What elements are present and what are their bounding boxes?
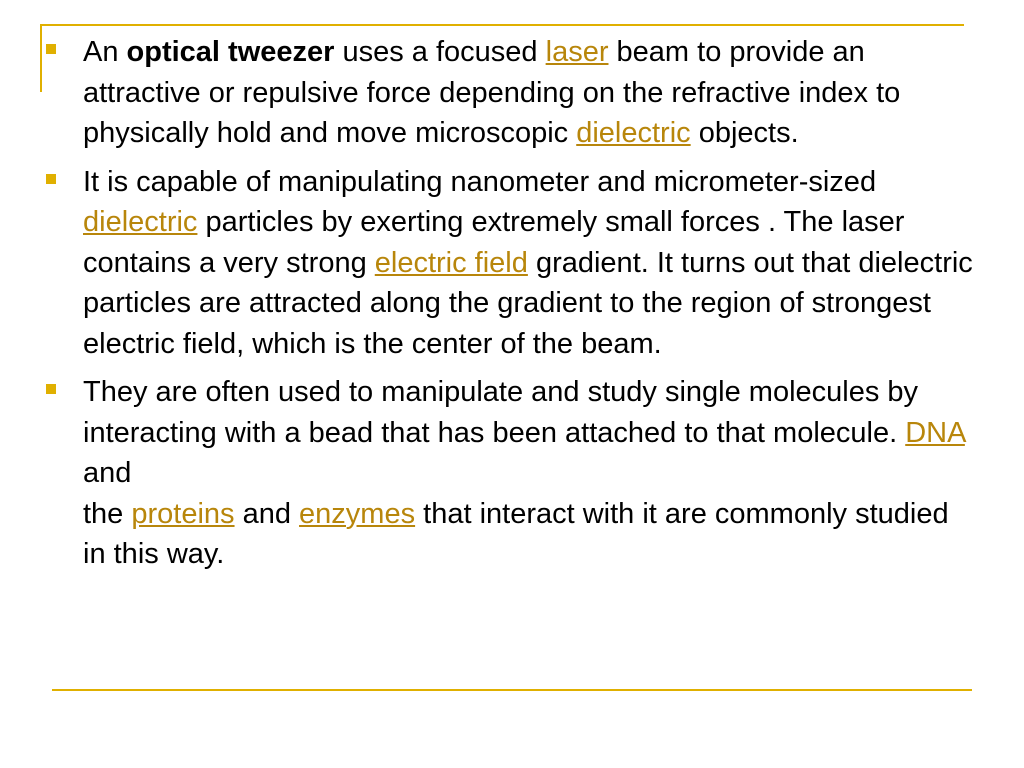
bold-term-optical-tweezer: optical tweezer xyxy=(126,36,335,68)
bullet-text: that interact with it are commonly studied in this way. xyxy=(83,497,949,570)
bullet-text: beam to provide an attractive or repulsive force depending on the refractive index to physically hold and move microscopic xyxy=(83,36,901,149)
link-dielectric[interactable]: dielectric xyxy=(576,117,691,149)
bullet-item-single-molecules xyxy=(46,372,976,575)
bullet-text: the xyxy=(83,497,132,530)
square-bullet-icon xyxy=(46,384,56,394)
link-dielectric[interactable]: dielectric xyxy=(83,206,198,238)
bullet-text: It is capable of manipulating nanometer and micrometer-sized xyxy=(83,165,877,198)
top-rule-line xyxy=(40,24,964,26)
left-rule-line xyxy=(40,24,42,92)
link-laser[interactable]: laser xyxy=(545,36,609,68)
link-electric-field[interactable]: electric field xyxy=(374,246,528,279)
bullet-text: An xyxy=(83,36,127,68)
bullet-text: objects. xyxy=(690,117,799,149)
bullet-item-manipulation xyxy=(46,162,976,365)
bullet-text: They are often used to manipulate and study single molecules by interacting with a bead that has been attached to that molecule. xyxy=(83,376,919,449)
bullet-text: and xyxy=(234,497,300,530)
bullet-list xyxy=(46,32,976,583)
bullet-text: uses a focused xyxy=(334,36,546,68)
square-bullet-icon xyxy=(46,44,56,54)
bullet-text: particles by exerting extremely small forces . The laser contains a very strong xyxy=(83,206,905,279)
link-dna[interactable]: DNA xyxy=(905,416,965,449)
bottom-rule-line xyxy=(52,689,972,691)
link-enzymes[interactable]: enzymes xyxy=(299,497,416,530)
square-bullet-icon xyxy=(46,174,56,184)
link-proteins[interactable]: proteins xyxy=(131,497,235,530)
bullet-text: gradient. It turns out that dielectric particles are attracted along the gradient to the region of strongest electric field, which is the center of the beam. xyxy=(83,246,973,360)
bullet-item-optical-tweezer xyxy=(46,32,976,154)
bullet-text: and xyxy=(83,457,132,489)
